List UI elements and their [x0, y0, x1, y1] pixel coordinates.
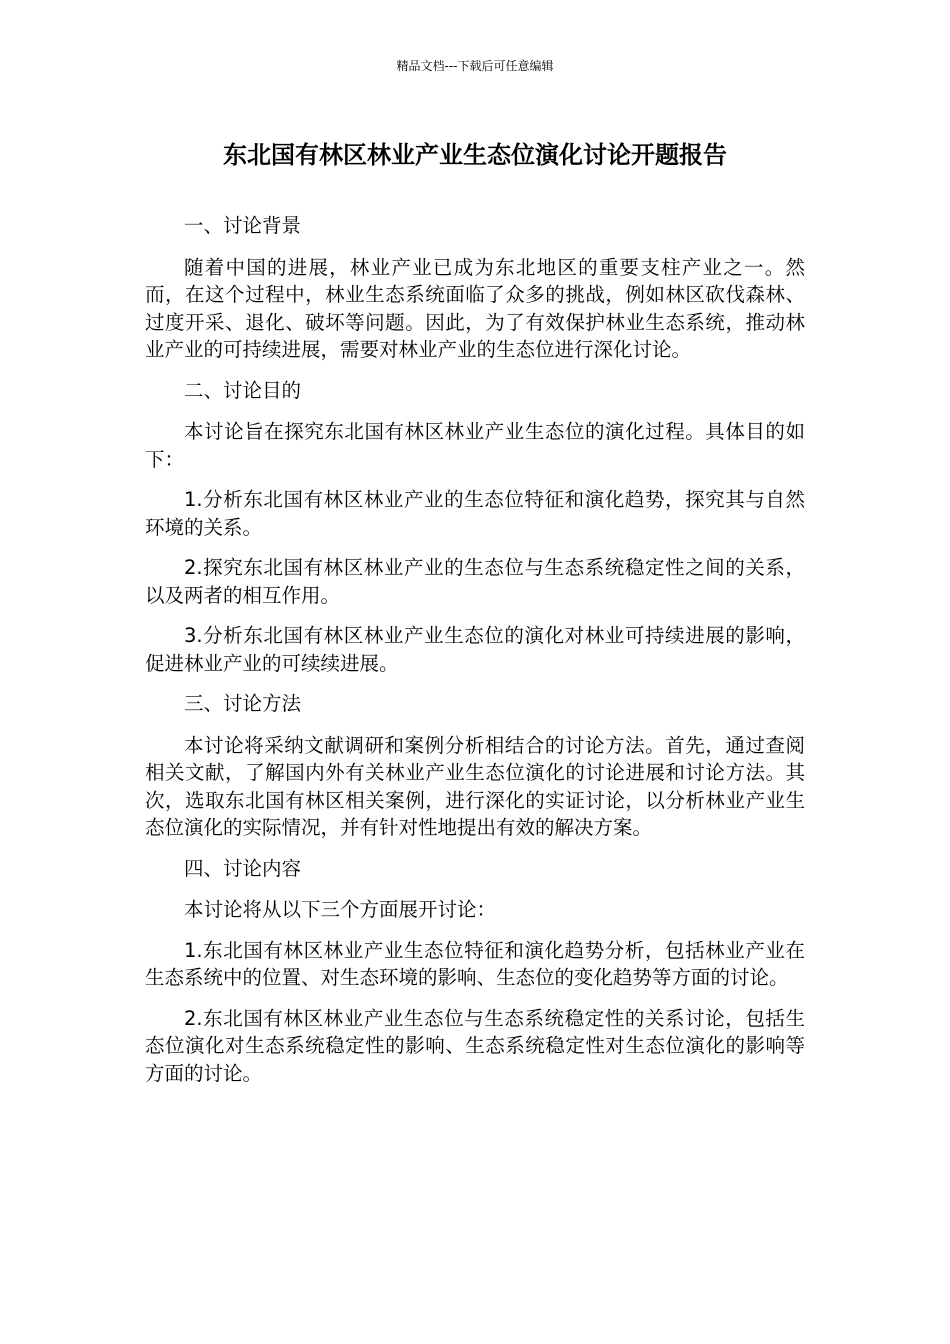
section-heading-content: 四、讨论内容 — [184, 856, 302, 880]
paragraph-purpose-intro: 本讨论旨在探究东北国有林区林业产业生态位的演化过程。具体目的如下： — [145, 420, 805, 471]
document-body — [145, 212, 805, 1100]
paragraph-content-intro: 本讨论将从以下三个方面展开讨论： — [184, 898, 497, 921]
section-heading-background: 一、讨论背景 — [184, 214, 302, 237]
purpose-item-3: 3.分析东北国有林区林业产业生态位的演化对林业可持续进展的影响，促进林业产业的可续续进展。 — [145, 624, 805, 675]
section-heading-method: 三、讨论方法 — [184, 692, 302, 715]
header-note: 精品文档---下载后可任意编辑 — [396, 59, 554, 73]
purpose-item-2: 2.探究东北国有林区林业产业的生态位与生态系统稳定性之间的关系，以及两者的相互作用。 — [145, 556, 805, 607]
section-heading-purpose: 二、讨论目的 — [184, 378, 302, 402]
content-item-2: 2.东北国有林区林业产业生态位与生态系统稳定性的关系讨论，包括生态位演化对生态系统稳定性的影响、生态系统稳定性对生态位演化的影响等方面的讨论。 — [145, 1006, 805, 1085]
document-title: 东北国有林区林业产业生态位演化讨论开题报告 — [223, 141, 727, 169]
paragraph-background: 随着中国的进展，林业产业已成为东北地区的重要支柱产业之一。然而，在这个过程中，林业生态系统面临了众多的挑战，例如林区砍伐森林、过度开采、退化、破坏等问题。因此，为了有效保护林业生态系统，推动林业产业的可持续进展，需要对林业产业的生态位进行深化讨论。 — [145, 255, 805, 361]
purpose-item-1: 1.分析东北国有林区林业产业的生态位特征和演化趋势，探究其与自然环境的关系。 — [145, 488, 805, 539]
paragraph-method: 本讨论将采纳文献调研和案例分析相结合的讨论方法。首先，通过查阅相关文献，了解国内外有关林业产业生态位演化的讨论进展和讨论方法。其次，选取东北国有林区相关案例，进行深化的实证讨论，以分析林业产业生态位演化的实际情况，并有针对性地提出有效的解决方案。 — [145, 733, 805, 839]
content-item-1: 1.东北国有林区林业产业生态位特征和演化趋势分析，包括林业产业在生态系统中的位置、对生态环境的影响、生态位的变化趋势等方面的讨论。 — [145, 938, 805, 989]
